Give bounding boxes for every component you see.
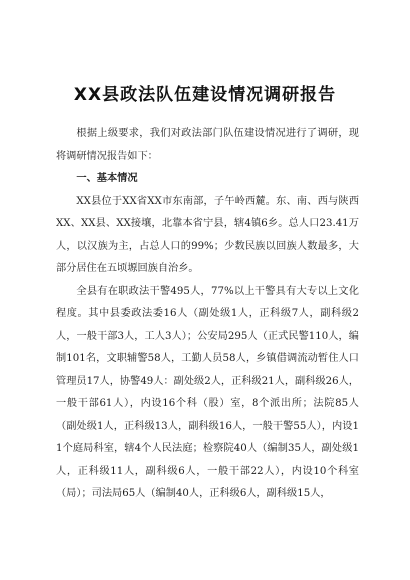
paragraph-location: XX县位于XX省XX市东南部，子午岭西麓。东、南、西与陕西XX、XX县、XX接壤，北靠本省宁县，辖4镇6乡。总人口23.41万人，以汉族为主，占总人口的99%；少数民族以回族人数最多，大部分居住在五顷塬回族自治乡。 [56, 195, 359, 274]
document-title: XX县政法队伍建设情况调研报告 [73, 85, 337, 105]
section-heading: 一、基本情况 [76, 173, 138, 184]
paragraph-staffing: 全县有在职政法干警495人，77%以上干警具有大专以上文化程度。其中县委政法委16人（副处级1人，正科级7人，副科级2人，一般干部3人，工人3人）；公安局295人（正式民警110人，编制101名，文职辅警58人，工勤人员58人，乡镇借调流动暂住人口管理员17人，协警49人：副处级2人，正科级21人，副科级26人，一般干部61人），内设16个科（股）室，8个派出所；法院85人（副处级1人，正科级13人，副科级16人，一般干警55人），内设11个庭局科室，辖4个人民法庭；检察院40人（编制35人，副处级1人，正科级11人，副科级6人，一般干部22人），内设10个科室（局）；司法局65人（编制40人，正科级6人，副科级15人， [56, 285, 359, 499]
document-body [56, 123, 359, 506]
intro-paragraph: 根据上级要求，我们对政法部门队伍建设情况进行了调研，现将调研情况报告如下： [56, 128, 359, 162]
